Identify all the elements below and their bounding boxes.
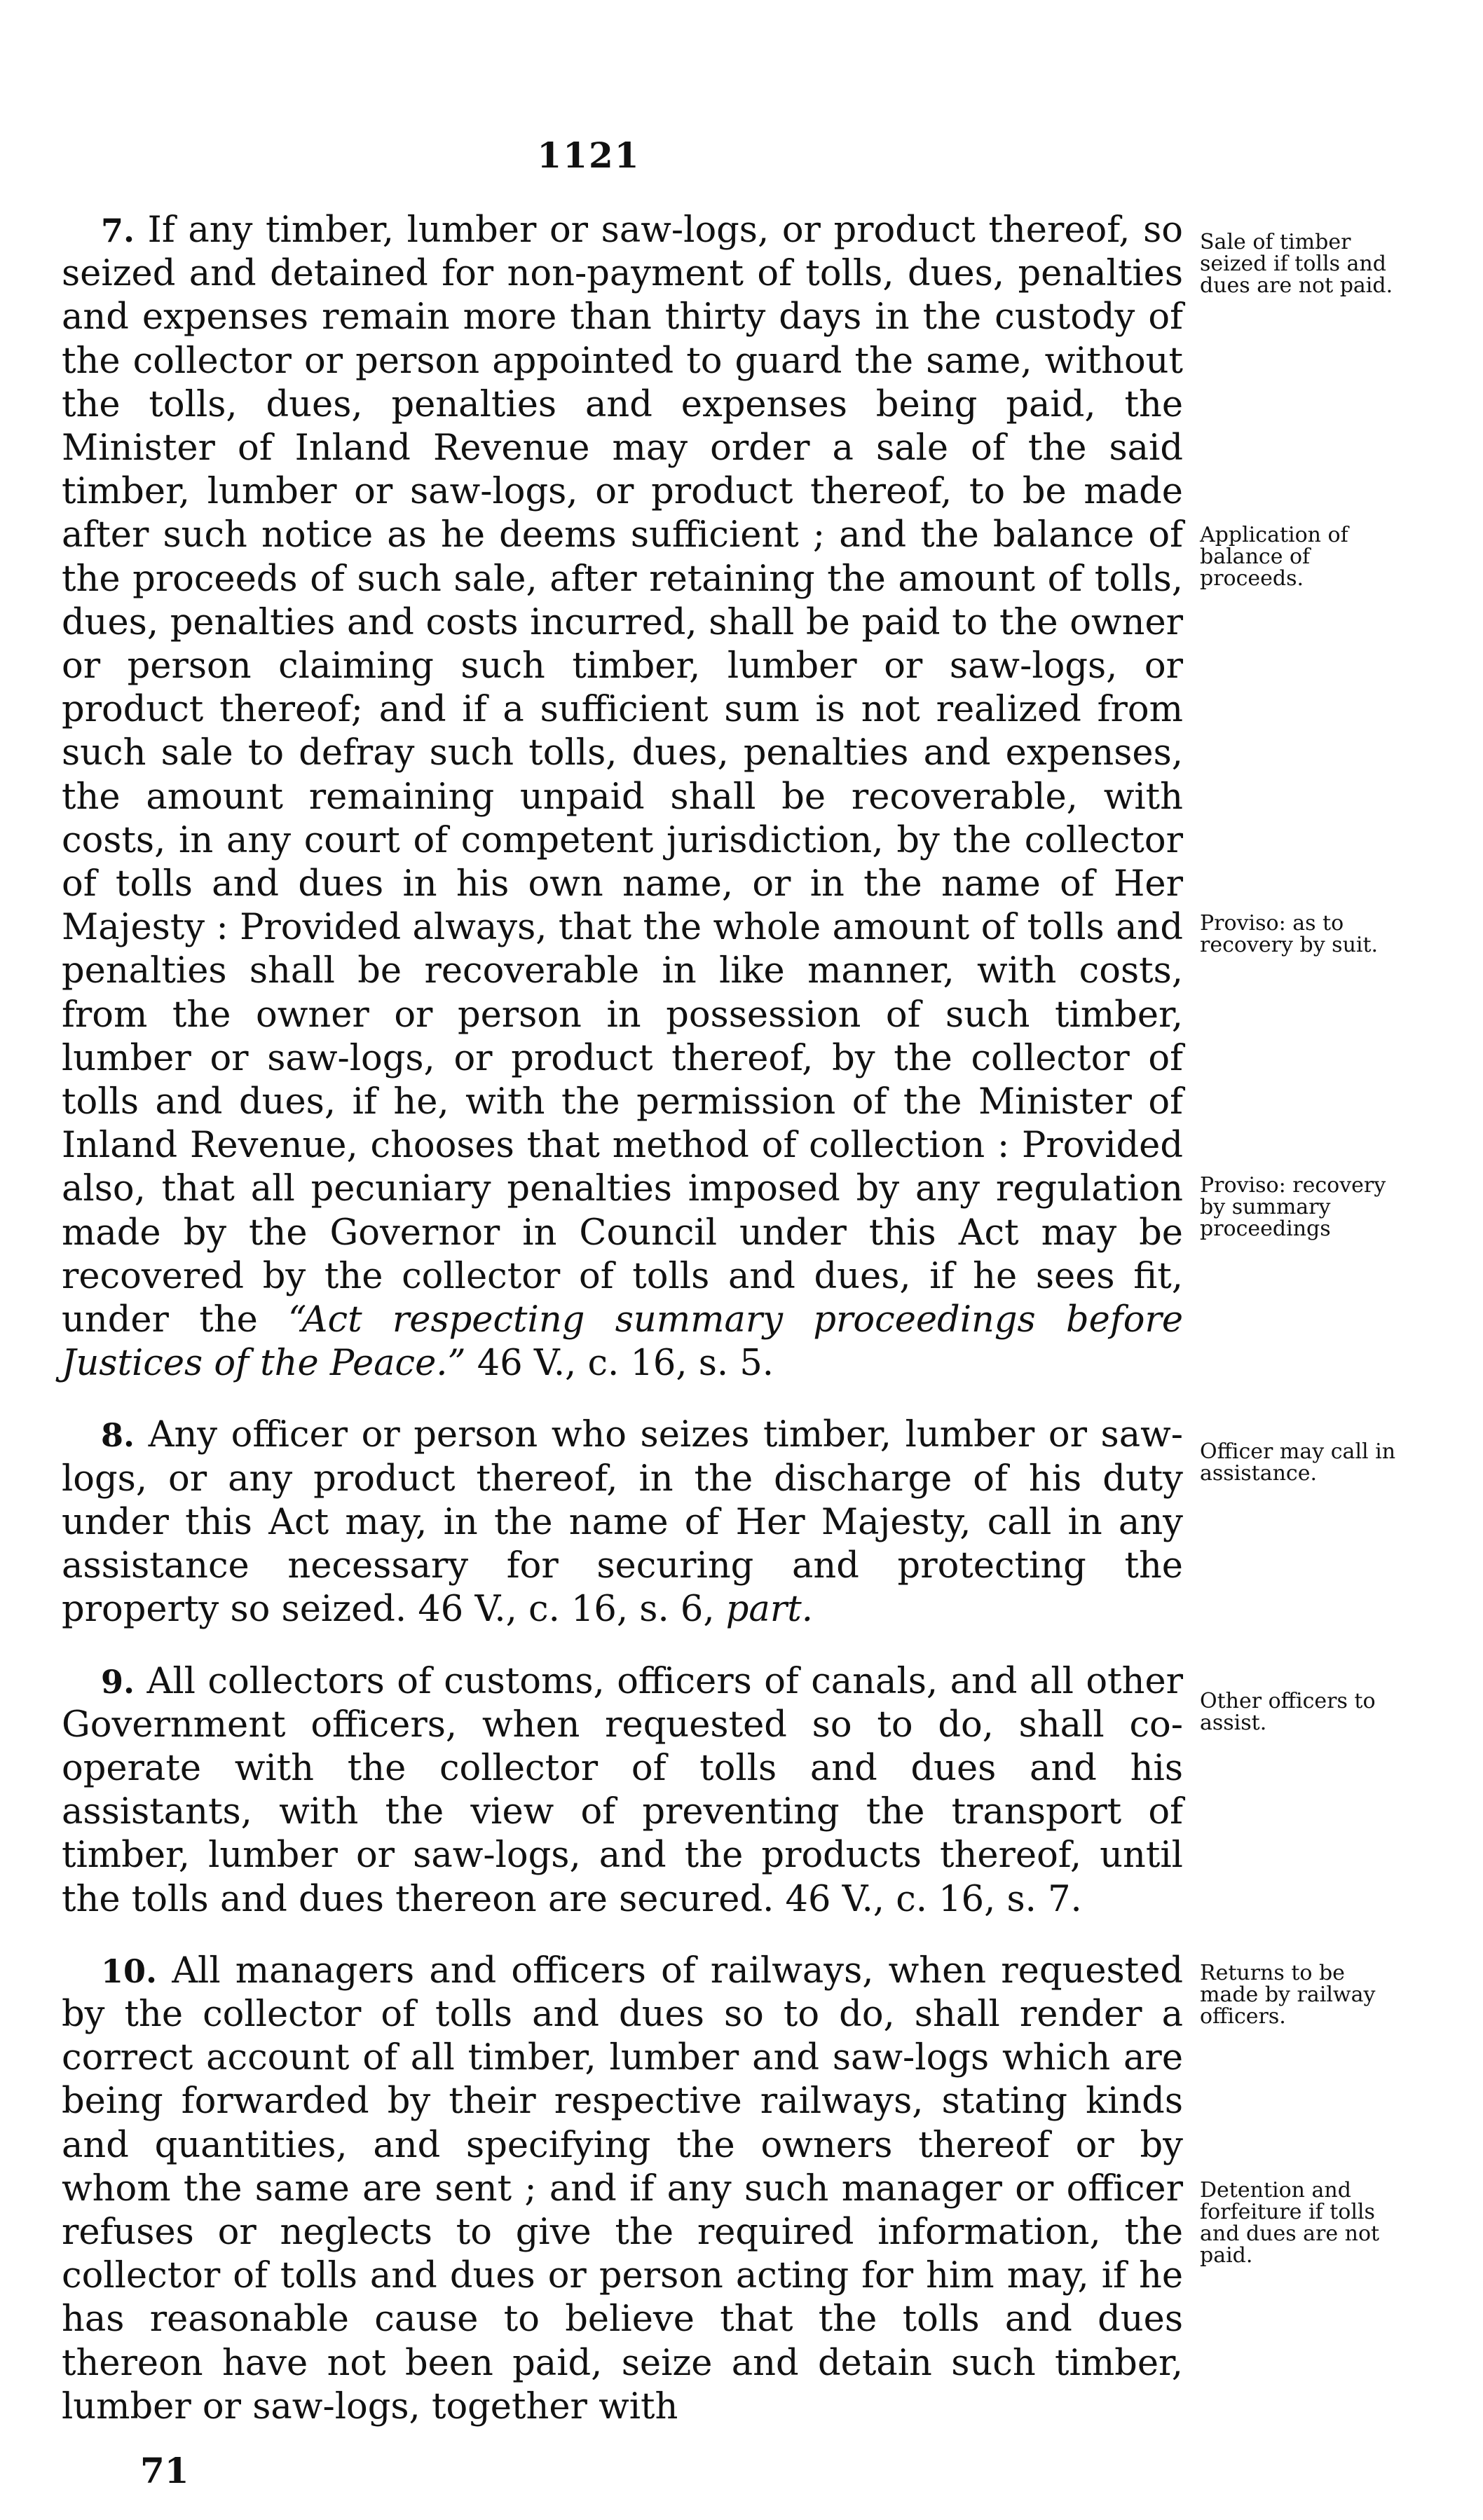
section-text: All managers and officers of railways, when requested by the collector of tolls and dues so to do, shall render a correct account of all timber, lumber and saw-logs which are being forwarded by their respective railways, stating kinds and quantities, and specifying the owners thereof or by whom the same are sent ; and if any such manager or officer refuses or neglects to give the required information, the collector of tolls and dues or person acting for him may, if he has reasonable cause to believe that the tolls and dues thereon have not been paid, seize and detain such timber, lumber or saw-logs, together with xyxy=(62,1950,1183,2427)
section-text: If any timber, lumber or saw-logs, or product thereof, so seized and detained for non-payment of tolls, dues, penalties and expenses remain more than thirty days in the custody of the collector or person appointed to guard the same, without the tolls, dues, penalties and expenses being paid, the Minister of Inland Revenue may order a sale of the said timber, lumber or saw-logs, or product thereof, to be made after such notice as he deems sufficient ; and the balance of the proceeds of such sale, after retaining the amount of tolls, dues, penalties and costs incurred, shall be paid to the owner or person claiming such timber, lumber or saw-logs, or product thereof; and if a sufficient sum is not realized from such sale to defray such tolls, dues, penalties and expenses, the amount remaining unpaid shall be recoverable, with costs, in any court of competent jurisdiction, by the collector of tolls and dues in his own name, or in the name of Her Majesty : Provided always, that the whole amount of tolls and penalties shall be recoverable in like manner, with costs, from the owner or person in possession of such timber, lumber or saw-logs, or product thereof, by the collector of tolls and dues, if he, with the permission of the Minister of Inland Revenue, chooses that method of collection : Provided also, that all pecuniary penalties imposed by any regulation made by the Governor in Council under this Act may be recovered by the collector of tolls and dues, if he sees fit, under the xyxy=(62,210,1184,1341)
act-title: “Act respecting summary proceedings before Justices of the Peace.” xyxy=(62,1299,1184,1385)
section-8 xyxy=(62,1413,1183,1631)
section-7 xyxy=(62,209,1183,1385)
section-9 xyxy=(62,1660,1183,1922)
main-text xyxy=(62,209,1183,2429)
sidenote-sale-of-timber: Sale of timber seized if tolls and dues are not paid. xyxy=(1200,230,1393,298)
section-number: 10. xyxy=(101,1952,158,1990)
sidenote-returns-by-railway-officers: Returns to be made by railway officers. xyxy=(1200,1961,1376,2029)
section-text: Any officer or person who seizes timber, lumber or saw-logs, or any product thereof, in the discharge of his duty under this Act may, in the name of Her Majesty, call in any assistance necessary for securing and protecting the property so seized. xyxy=(62,1414,1183,1631)
sidenote-proviso-summary-proceedings: Proviso: recovery by summary proceedings xyxy=(1200,1173,1386,1241)
sidenote-officer-may-call-assistance: Officer may call in assistance. xyxy=(1200,1439,1396,1486)
citation: 46 V., c. 16, s. 6, xyxy=(418,1589,715,1631)
sidenote-application-of-balance: Application of balance of proceeds. xyxy=(1200,523,1348,591)
page-number: 1121 xyxy=(537,135,641,176)
sidenote-other-officers-to-assist: Other officers to assist. xyxy=(1200,1689,1376,1735)
signature-number: 71 xyxy=(140,2450,189,2491)
sidenote-proviso-recovery-by-suit: Proviso: as to recovery by suit. xyxy=(1200,911,1379,957)
section-number: 9. xyxy=(101,1662,135,1701)
section-number: 7. xyxy=(101,212,135,249)
sidenote-detention-and-forfeiture: Detention and forfeiture if tolls and dues are not paid. xyxy=(1200,2178,1380,2268)
section-10 xyxy=(62,1950,1183,2429)
section-text: All collectors of customs, officers of canals, and all other Government officers, when requested so to do, shall co-operate with the collector of tolls and dues and his assistants, with the view of preventing the transport of timber, lumber or saw-logs, and the products thereof, until the tolls and dues thereon are secured. xyxy=(62,1660,1184,1920)
citation: 46 V., c. 16, s. 7. xyxy=(785,1878,1082,1920)
citation: 46 V., c. 16, s. 5. xyxy=(477,1343,774,1385)
citation-part: part. xyxy=(725,1589,813,1631)
section-number: 8. xyxy=(101,1416,135,1455)
